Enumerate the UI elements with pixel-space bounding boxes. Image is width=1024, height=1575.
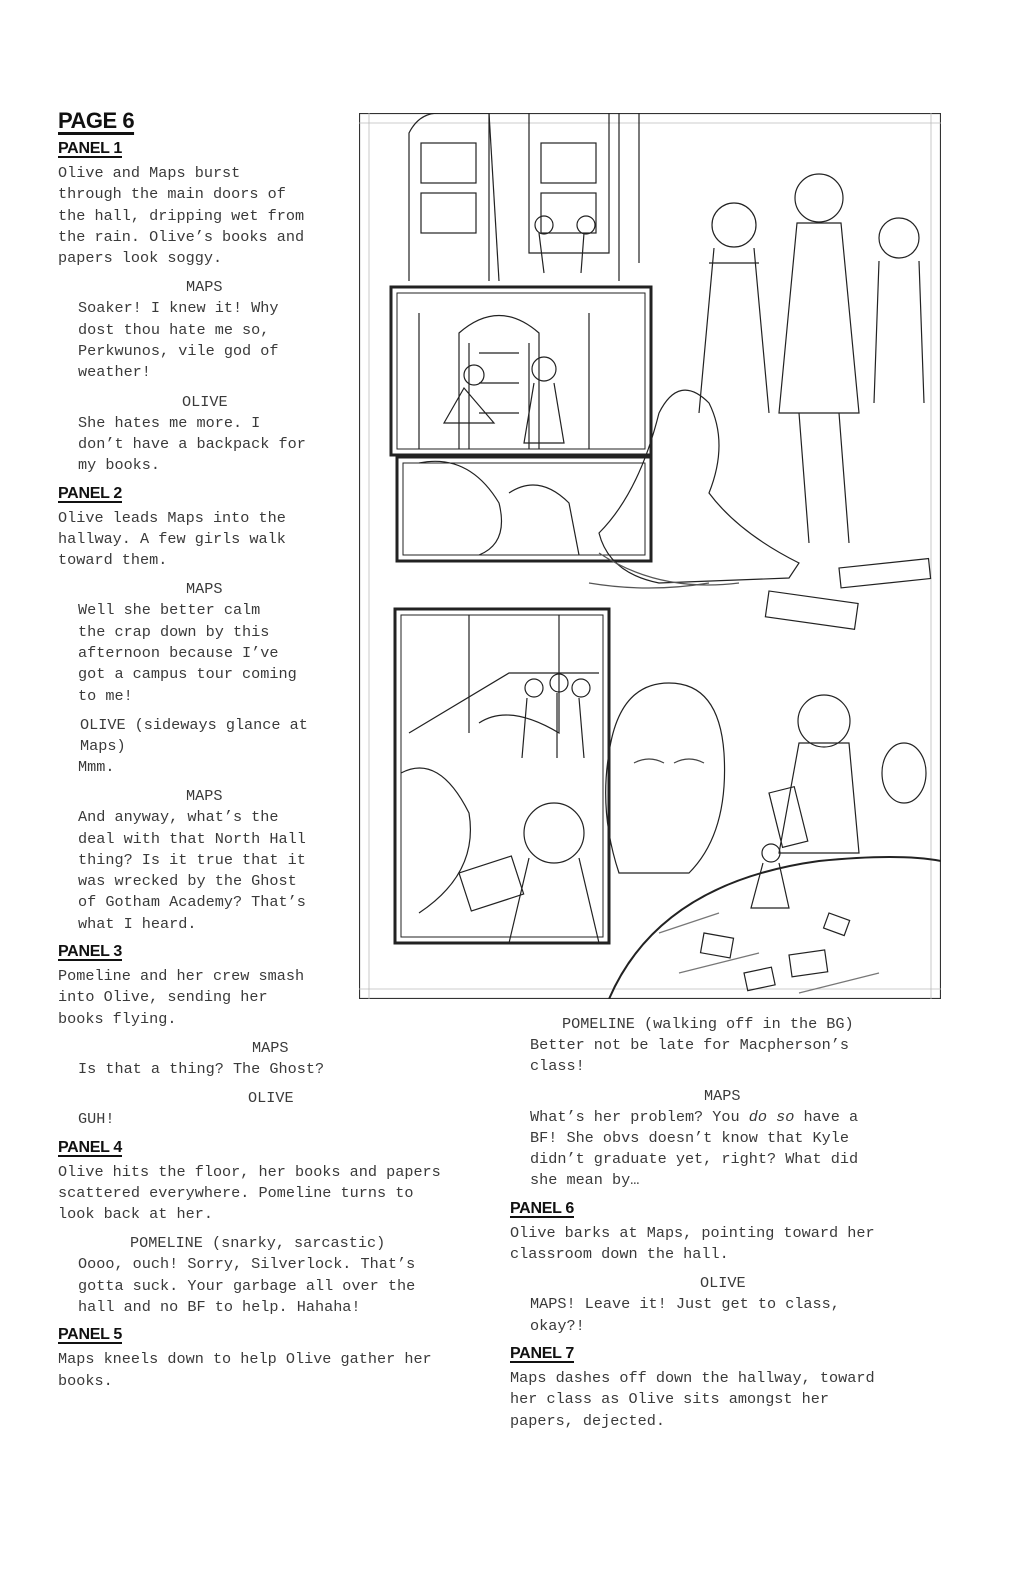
- cont-pomeline-name: POMELINE (walking off in the BG): [562, 1015, 854, 1033]
- panel-1-maps-dialogue: Soaker! I knew it! Why dost thou hate me so, Perkwunos, vile god of weather!: [78, 299, 279, 382]
- panel-2-maps-name-2: MAPS: [186, 787, 223, 806]
- cont-maps-dialogue: [530, 1107, 950, 1192]
- panel-2-olive-name: OLIVE (sideways glance at Maps): [80, 715, 308, 755]
- panel-7-description: Maps dashes off down the hallway, toward her class as Olive sits amongst her papers, dejected.: [510, 1368, 875, 1430]
- art-panel-1-doors: [409, 113, 639, 281]
- panel-3-maps-dialogue: Is that a thing? The Ghost?: [78, 1059, 325, 1078]
- panel-3-maps-name: MAPS: [252, 1038, 289, 1057]
- art-panel-3-closeup: [397, 457, 651, 561]
- panel-2-maps-name: MAPS: [186, 580, 223, 599]
- panel-4-heading: PANEL 4: [58, 1138, 122, 1156]
- panel-6-olive-dialogue: MAPS! Leave it! Just get to class, okay?!: [530, 1295, 840, 1335]
- cont-maps-name: MAPS: [704, 1086, 741, 1105]
- panel-2-maps-dialogue: Well she better calm the crap down by this afternoon because I’ve got a campus tour coming to me!: [78, 601, 297, 705]
- cont-maps-dialogue-a: What’s her problem? You: [530, 1107, 749, 1126]
- comic-page-artwork: [359, 113, 941, 999]
- panel-2-maps-dialogue-2: And anyway, what’s the deal with that North Hall thing? Is it true that it was wrecked by the Ghost of Gotham Academy? That’s what I heard.: [78, 808, 306, 933]
- page-title: PAGE 6: [58, 108, 135, 133]
- panel-1-olive-dialogue: She hates me more. I don’t have a backpack for my books.: [78, 413, 306, 475]
- panel-1-olive-name: OLIVE: [182, 392, 228, 411]
- panel-3-olive-name: OLIVE: [248, 1089, 294, 1108]
- art-panel-6-7-olive-and-maps: [606, 683, 941, 999]
- panel-6-description: Olive barks at Maps, pointing toward her classroom down the hall.: [510, 1223, 875, 1264]
- art-panel-2-hallway: [391, 287, 651, 455]
- panel-1-heading: PANEL 1: [58, 140, 122, 157]
- art-panel-5-hallway-walk: [395, 609, 609, 943]
- panel-3-description: Pomeline and her crew smash into Olive, sending her books flying.: [58, 967, 305, 1028]
- panel-6-heading: PANEL 6: [510, 1199, 574, 1217]
- panel-3-olive-dialogue: GUH!: [78, 1110, 115, 1129]
- panel-4-pomeline-dialogue: Oooo, ouch! Sorry, Silverlock. That’s gotta suck. Your garbage all over the hall and no BF to help. Hahaha!: [78, 1255, 416, 1316]
- panel-2-description: Olive leads Maps into the hallway. A few girls walk toward them.: [58, 508, 286, 570]
- panel-1-description: Olive and Maps burst through the main doors of the hall, dripping wet from the rain. Olive’s books and papers look soggy.: [58, 164, 305, 268]
- script-right-column: [510, 1014, 950, 1440]
- cont-maps-dialogue-emphasis: do so: [748, 1107, 795, 1126]
- panel-5-description: Maps kneels down to help Olive gather her books.: [58, 1350, 432, 1390]
- panel-2-olive-dialogue: Mmm.: [78, 757, 115, 776]
- cont-pomeline-dialogue: Better not be late for Macpherson’s class!: [530, 1036, 849, 1076]
- panel-4-description: Olive hits the floor, her books and papers scattered everywhere. Pomeline turns to look back at her.: [58, 1162, 441, 1224]
- panel-4-pomeline-name: POMELINE (snarky, sarcastic): [130, 1234, 386, 1253]
- panel-1-maps-name: MAPS: [186, 278, 223, 297]
- panel-6-olive-name: OLIVE: [700, 1274, 746, 1293]
- panel-2-heading: PANEL 2: [58, 484, 122, 502]
- panel-5-heading: PANEL 5: [58, 1326, 122, 1344]
- panel-3-heading: PANEL 3: [58, 943, 122, 961]
- panel-7-heading: PANEL 7: [510, 1344, 574, 1362]
- cont-maps-dialogue-b: have a BF! She obvs doesn’t know that Kyle didn’t graduate yet, right? What did she mean by…: [530, 1107, 859, 1190]
